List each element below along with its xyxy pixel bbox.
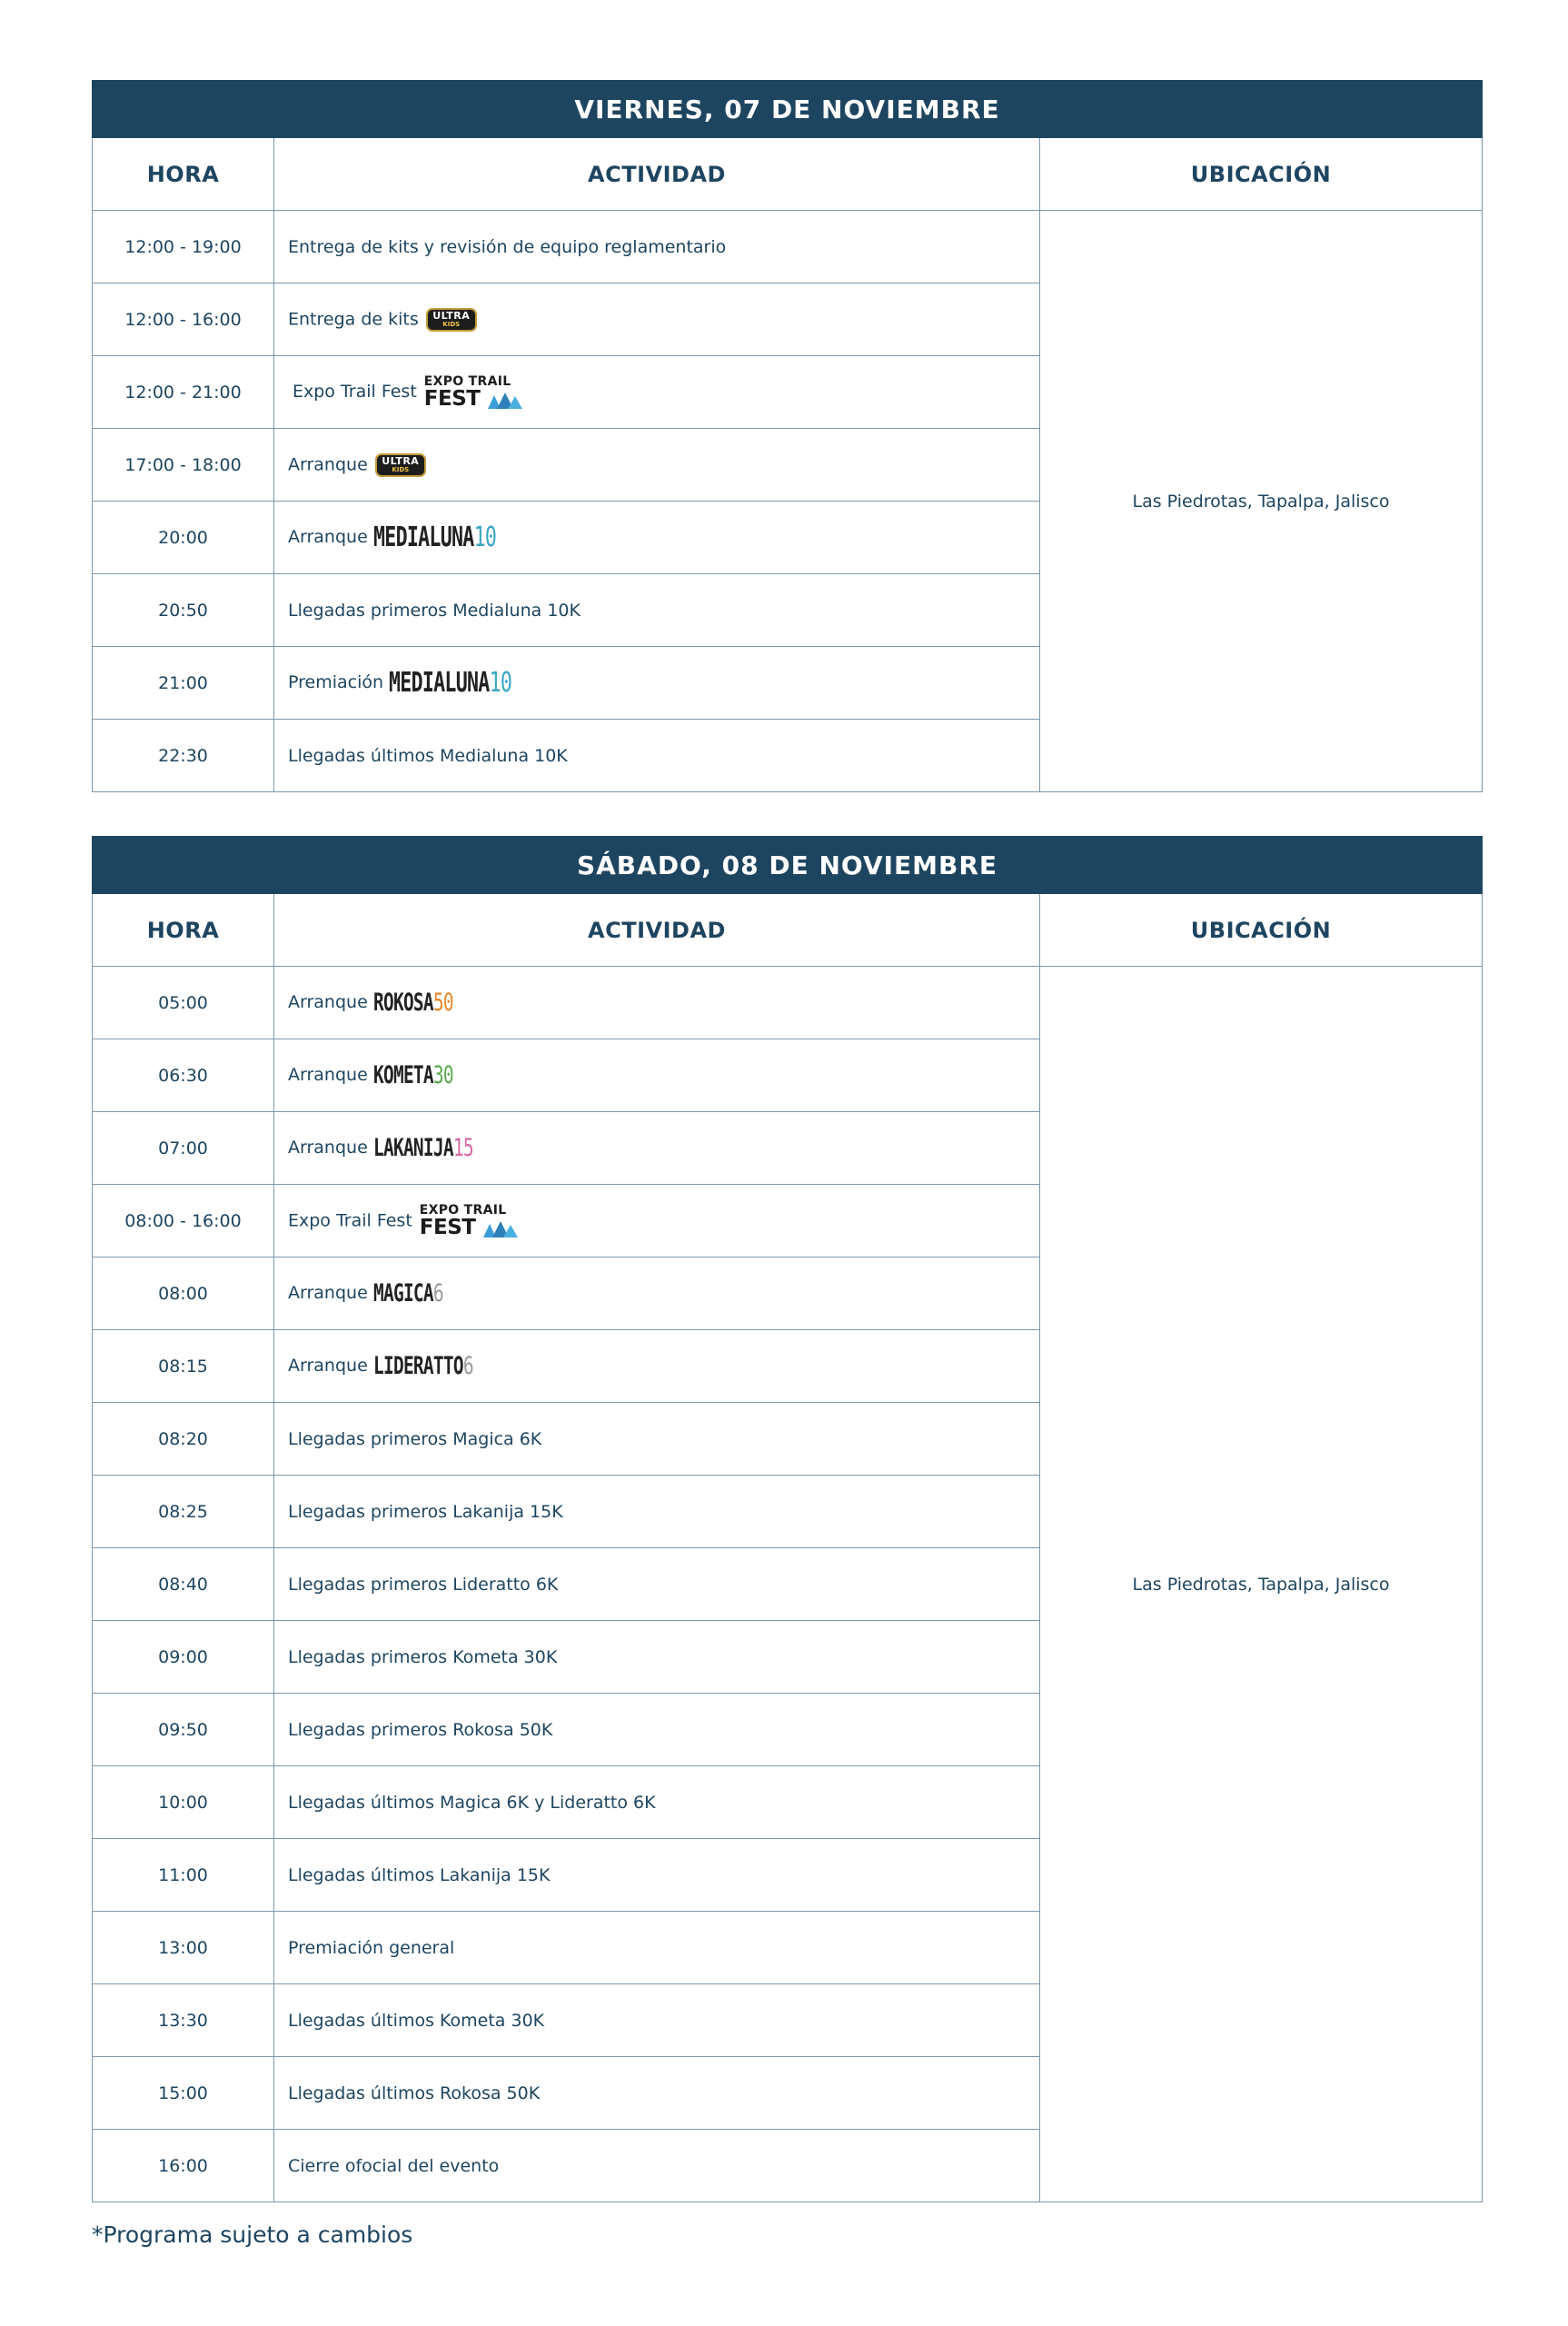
time-cell: 13:00 <box>93 1912 274 1984</box>
activity-cell <box>274 1112 1040 1185</box>
activity-text: Llegadas primeros Lakanija 15K <box>288 1501 563 1522</box>
location-cell: Las Piedrotas, Tapalpa, Jalisco <box>1040 211 1483 792</box>
column-header-hora: HORA <box>93 138 274 211</box>
time-cell: 10:00 <box>93 1766 274 1839</box>
activity-text: Llegadas últimos Kometa 30K <box>288 2010 545 2031</box>
activity-text: Arranque <box>288 527 368 547</box>
activity-text: Arranque <box>288 1356 368 1376</box>
magica-logo: MAGICA6 <box>372 1279 443 1307</box>
medialuna-logo: MEDIALUNA10 <box>372 522 496 553</box>
column-header-actividad: ACTIVIDAD <box>274 894 1040 967</box>
ultra-kids-logo: ULTRA KIDS <box>375 453 426 477</box>
time-cell: 13:30 <box>93 1984 274 2057</box>
activity-cell <box>274 211 1040 283</box>
activity-cell <box>274 1403 1040 1476</box>
time-cell: 15:00 <box>93 2057 274 2130</box>
table-row <box>93 967 1483 1039</box>
activity-text: Llegadas últimos Lakanija 15K <box>288 1864 551 1885</box>
activity-text: Cierre ofocial del evento <box>288 2155 500 2176</box>
activity-cell <box>274 1984 1040 2057</box>
time-cell: 08:15 <box>93 1330 274 1403</box>
time-cell: 09:00 <box>93 1621 274 1694</box>
activity-cell <box>274 720 1040 792</box>
activity-text: Entrega de kits y revisión de equipo reglamentario <box>288 236 727 257</box>
friday-schedule-table <box>92 80 1483 792</box>
medialuna-logo: MEDIALUNA10 <box>389 667 512 699</box>
activity-cell <box>274 2057 1040 2130</box>
activity-cell <box>274 1912 1040 1984</box>
table-row <box>93 211 1483 283</box>
activity-text: Arranque <box>288 454 368 474</box>
time-cell: 12:00 - 19:00 <box>93 211 274 283</box>
activity-text: Expo Trail Fest <box>288 1210 412 1230</box>
activity-text: Llegadas últimos Rokosa 50K <box>288 2082 541 2103</box>
time-cell: 07:00 <box>93 1112 274 1185</box>
time-cell: 12:00 - 16:00 <box>93 283 274 356</box>
ultra-kids-logo: ULTRA KIDS <box>426 308 477 332</box>
lideratto-logo: LIDERATTO6 <box>372 1352 473 1380</box>
activity-text: Premiación <box>288 672 384 692</box>
time-cell: 22:30 <box>93 720 274 792</box>
time-cell: 20:00 <box>93 502 274 574</box>
time-cell: 09:50 <box>93 1694 274 1766</box>
time-cell: 11:00 <box>93 1839 274 1912</box>
activity-cell <box>274 1621 1040 1694</box>
time-cell: 08:25 <box>93 1476 274 1548</box>
time-cell: 08:20 <box>93 1403 274 1476</box>
day-title: VIERNES, 07 DE NOVIEMBRE <box>93 81 1483 138</box>
activity-cell <box>274 1257 1040 1330</box>
time-cell: 08:40 <box>93 1548 274 1621</box>
lakanija-logo: LAKANIJA15 <box>372 1134 473 1162</box>
mountains-icon <box>488 393 524 409</box>
column-header-ubicacion: UBICACIÓN <box>1040 138 1483 211</box>
activity-text: Arranque <box>288 1283 368 1303</box>
time-cell: 20:50 <box>93 574 274 647</box>
kometa-logo: KOMETA30 <box>372 1061 453 1089</box>
activity-cell <box>274 429 1040 502</box>
activity-text: Llegadas primeros Lideratto 6K <box>288 1574 559 1595</box>
expo-trail-fest-logo: EXPO TRAIL FEST <box>424 374 524 411</box>
activity-cell <box>274 967 1040 1039</box>
time-cell: 08:00 - 16:00 <box>93 1185 274 1257</box>
day-title: SÁBADO, 08 DE NOVIEMBRE <box>93 837 1483 894</box>
activity-cell <box>274 1766 1040 1839</box>
activity-text: Arranque <box>288 1138 368 1158</box>
activity-text: Expo Trail Fest <box>293 382 417 402</box>
time-cell: 21:00 <box>93 647 274 720</box>
column-header-ubicacion: UBICACIÓN <box>1040 894 1483 967</box>
activity-cell <box>274 1548 1040 1621</box>
activity-cell <box>274 1694 1040 1766</box>
activity-text: Arranque <box>288 1065 368 1085</box>
time-cell: 05:00 <box>93 967 274 1039</box>
expo-trail-fest-logo: EXPO TRAIL FEST <box>420 1203 520 1239</box>
activity-text: Arranque <box>288 992 368 1012</box>
activity-cell <box>274 647 1040 720</box>
column-header-hora: HORA <box>93 894 274 967</box>
footnote: *Programa sujeto a cambios <box>92 2222 413 2248</box>
mountains-icon <box>483 1221 520 1238</box>
activity-cell <box>274 1330 1040 1403</box>
activity-cell <box>274 1185 1040 1257</box>
time-cell: 06:30 <box>93 1039 274 1112</box>
activity-text: Llegadas primeros Magica 6K <box>288 1428 542 1449</box>
activity-cell <box>274 1476 1040 1548</box>
time-cell: 12:00 - 21:00 <box>93 356 274 429</box>
activity-text: Premiación general <box>288 1937 455 1958</box>
activity-text: Entrega de kits <box>288 309 419 329</box>
rokosa-logo: ROKOSA50 <box>372 989 453 1017</box>
time-cell: 17:00 - 18:00 <box>93 429 274 502</box>
column-header-actividad: ACTIVIDAD <box>274 138 1040 211</box>
activity-text: Llegadas últimos Magica 6K y Lideratto 6K <box>288 1792 656 1813</box>
activity-cell <box>274 1839 1040 1912</box>
activity-cell <box>274 502 1040 574</box>
location-cell: Las Piedrotas, Tapalpa, Jalisco <box>1040 967 1483 2202</box>
time-cell: 16:00 <box>93 2130 274 2202</box>
activity-text: Llegadas primeros Rokosa 50K <box>288 1719 553 1740</box>
activity-cell <box>274 356 1040 429</box>
saturday-schedule-table <box>92 836 1483 2202</box>
activity-text: Llegadas últimos Medialuna 10K <box>288 745 568 766</box>
activity-cell <box>274 2130 1040 2202</box>
activity-cell <box>274 283 1040 356</box>
time-cell: 08:00 <box>93 1257 274 1330</box>
activity-text: Llegadas primeros Medialuna 10K <box>288 600 581 621</box>
activity-text: Llegadas primeros Kometa 30K <box>288 1646 558 1667</box>
activity-cell <box>274 1039 1040 1112</box>
activity-cell <box>274 574 1040 647</box>
